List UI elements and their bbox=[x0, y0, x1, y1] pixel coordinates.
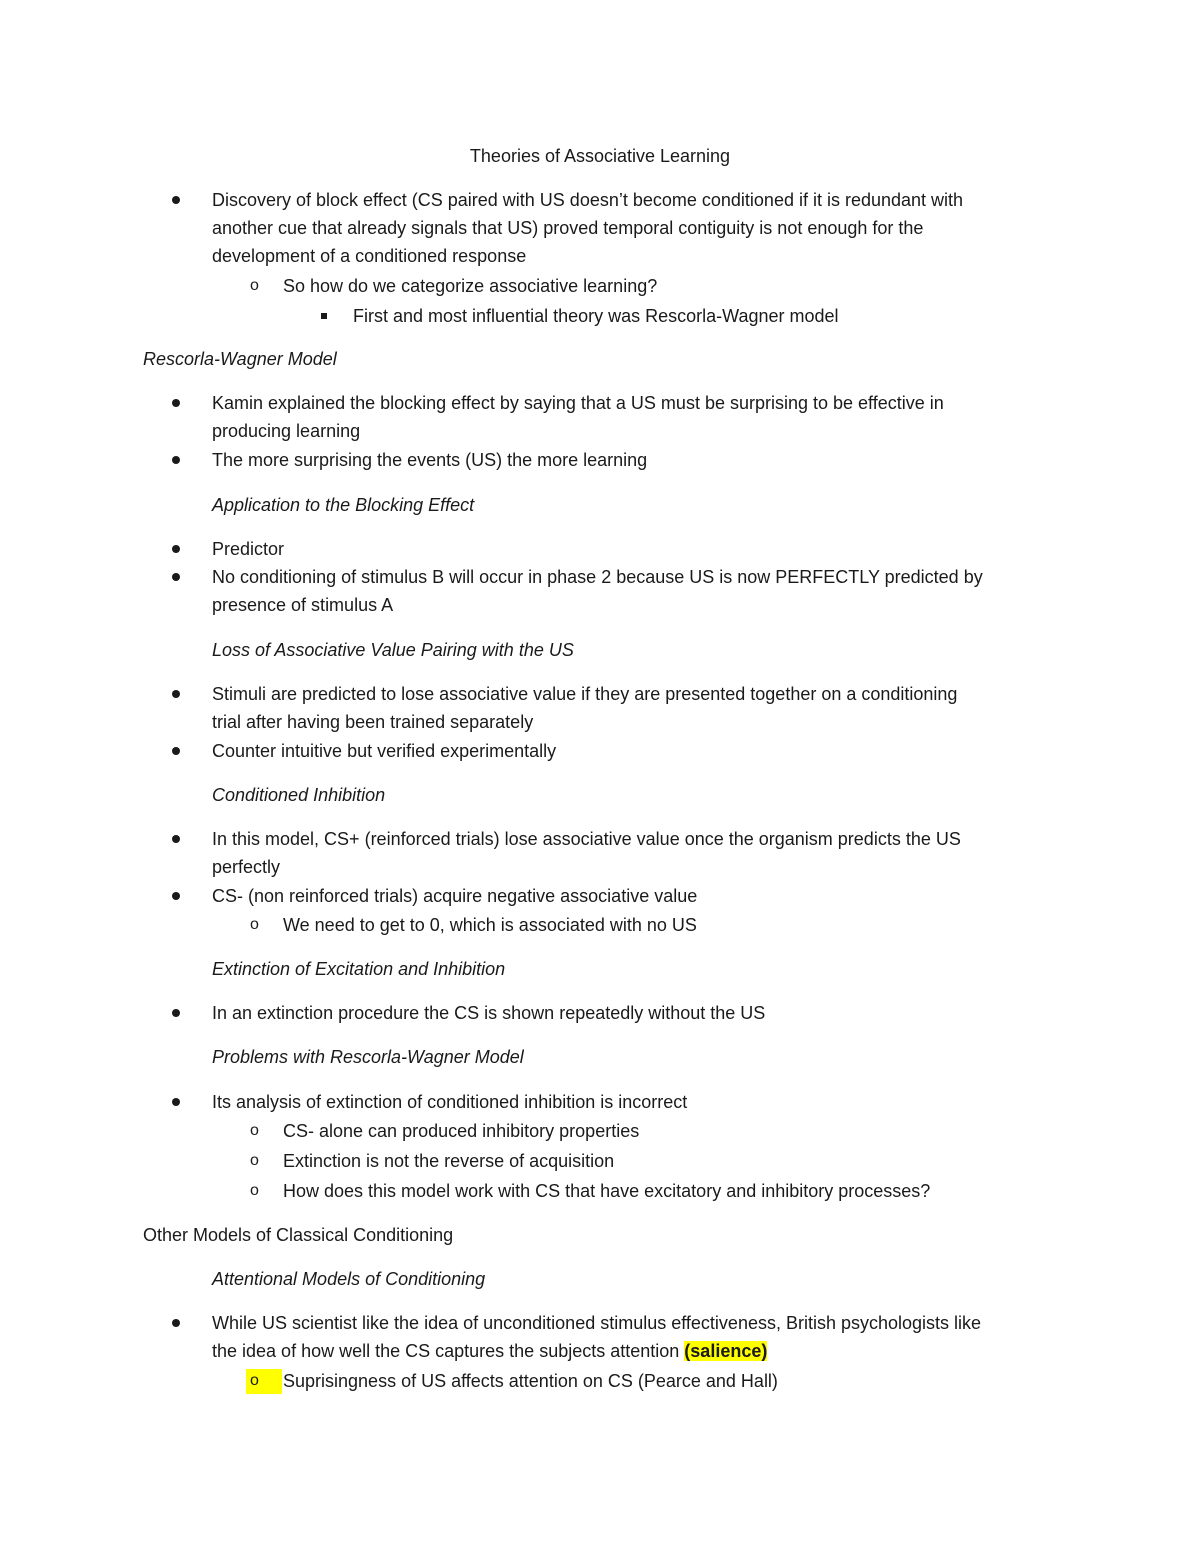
bullet-icon bbox=[172, 1009, 180, 1017]
rw-bullet-2: The more surprising the events (US) the more learning bbox=[212, 450, 648, 470]
bullet-icon bbox=[172, 545, 180, 553]
subheading-loss: Loss of Associative Value Pairing with the US bbox=[212, 640, 574, 660]
circle-bullet-icon: o bbox=[250, 277, 259, 294]
other-bullet-1-line-1: While US scientist like the idea of unconditioned stimulus effectiveness, British psychologists like bbox=[212, 1313, 982, 1333]
subheading-attentional: Attentional Models of Conditioning bbox=[212, 1269, 486, 1289]
subheading-extinction: Extinction of Excitation and Inhibition bbox=[212, 959, 506, 979]
loss-bullet-1-line-2: trial after having been trained separately bbox=[212, 712, 534, 732]
bullet-icon bbox=[172, 690, 180, 698]
problems-sub-3: How does this model work with CS that have excitatory and inhibitory processes? bbox=[283, 1181, 931, 1201]
circle-bullet-icon: o bbox=[250, 916, 259, 933]
bullet-icon bbox=[172, 1098, 180, 1106]
loss-bullet-2: Counter intuitive but verified experimentally bbox=[212, 741, 557, 761]
bullet-icon bbox=[172, 573, 180, 581]
blocking-bullet-1: Predictor bbox=[212, 539, 285, 559]
circle-bullet-icon: o bbox=[250, 1152, 259, 1169]
intro-bullet-line-2: another cue that already signals that US) proved temporal contiguity is not enough for the bbox=[212, 218, 924, 238]
blocking-bullet-2-line-1: No conditioning of stimulus B will occur in phase 2 because US is now PERFECTLY predicted by bbox=[212, 567, 983, 587]
problems-sub-1: CS- alone can produced inhibitory properties bbox=[283, 1121, 640, 1141]
problems-sub-2: Extinction is not the reverse of acquisition bbox=[283, 1151, 615, 1171]
blocking-bullet-2-line-2: presence of stimulus A bbox=[212, 595, 394, 615]
circle-bullet-icon: o bbox=[250, 1372, 259, 1389]
bullet-icon bbox=[172, 747, 180, 755]
document-title: Theories of Associative Learning bbox=[469, 146, 731, 166]
subheading-blocking: Application to the Blocking Effect bbox=[212, 495, 475, 515]
section-heading-other: Other Models of Classical Conditioning bbox=[143, 1225, 454, 1245]
loss-bullet-1-line-1: Stimuli are predicted to lose associative value if they are presented together on a conditioning bbox=[212, 684, 958, 704]
bullet-icon bbox=[172, 196, 180, 204]
intro-bullet-line-1: Discovery of block effect (CS paired with US doesn’t become conditioned if it is redundant with bbox=[212, 190, 964, 210]
circle-bullet-icon: o bbox=[250, 1122, 259, 1139]
inhibition-sub-item: We need to get to 0, which is associated with no US bbox=[283, 915, 697, 935]
subheading-problems: Problems with Rescorla-Wagner Model bbox=[212, 1047, 524, 1067]
inhibition-bullet-2: CS- (non reinforced trials) acquire negative associative value bbox=[212, 886, 698, 906]
intro-bullet-line-3: development of a conditioned response bbox=[212, 246, 527, 266]
rw-bullet-1-line-1: Kamin explained the blocking effect by saying that a US must be surprising to be effective in bbox=[212, 393, 944, 413]
problems-bullet-1: Its analysis of extinction of conditioned inhibition is incorrect bbox=[212, 1092, 688, 1112]
section-heading-rw: Rescorla-Wagner Model bbox=[143, 349, 337, 369]
other-sub-1: Suprisingness of US affects attention on CS (Pearce and Hall) bbox=[283, 1371, 778, 1391]
intro-sub-item: So how do we categorize associative learning? bbox=[283, 276, 658, 296]
bullet-icon bbox=[172, 892, 180, 900]
square-bullet-icon bbox=[321, 313, 327, 319]
bullet-icon bbox=[172, 399, 180, 407]
subheading-inhibition: Conditioned Inhibition bbox=[212, 785, 386, 805]
other-bullet-1-line-2 bbox=[212, 1339, 767, 1363]
bullet-icon bbox=[172, 1319, 180, 1327]
inhibition-bullet-1-line-2: perfectly bbox=[212, 857, 281, 877]
intro-subsub-item: First and most influential theory was Rescorla-Wagner model bbox=[353, 306, 839, 326]
inhibition-bullet-1-line-1: In this model, CS+ (reinforced trials) lose associative value once the organism predicts the US bbox=[212, 829, 961, 849]
salience-highlight: (salience) bbox=[684, 1341, 768, 1361]
circle-bullet-icon: o bbox=[250, 1182, 259, 1199]
other-bullet-1-text: the idea of how well the CS captures the subjects attention bbox=[212, 1341, 680, 1361]
bullet-icon bbox=[172, 835, 180, 843]
rw-bullet-1-line-2: producing learning bbox=[212, 421, 361, 441]
bullet-icon bbox=[172, 456, 180, 464]
extinction-bullet-1: In an extinction procedure the CS is shown repeatedly without the US bbox=[212, 1003, 766, 1023]
